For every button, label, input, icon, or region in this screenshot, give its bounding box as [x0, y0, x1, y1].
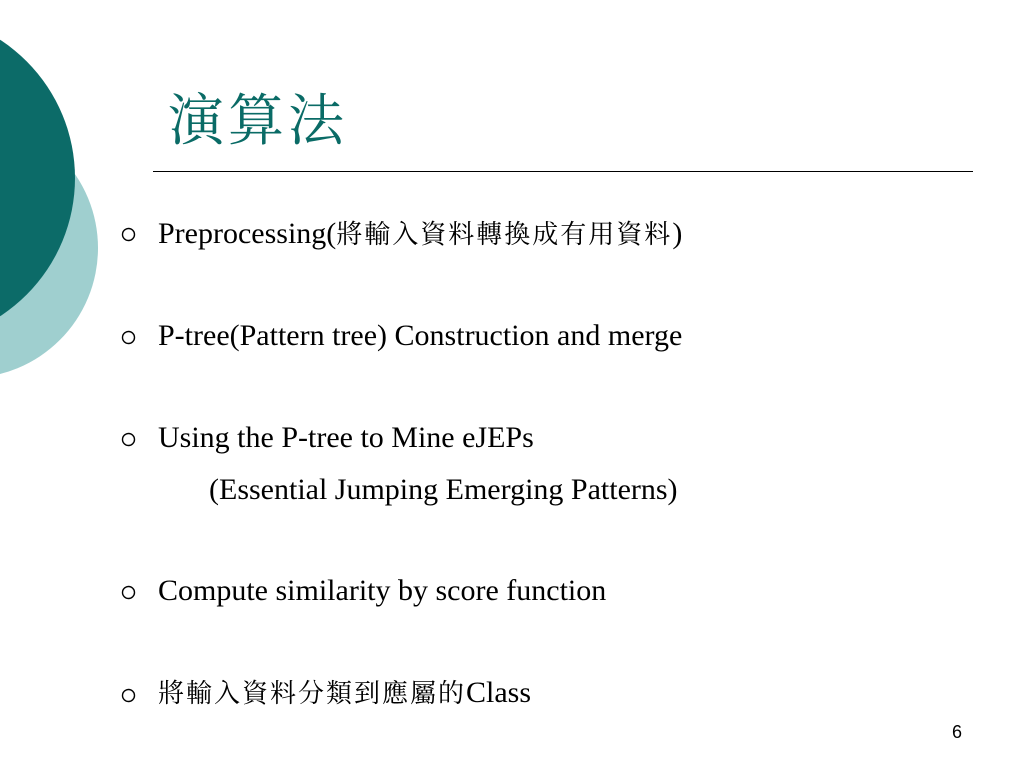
- bullet-circle-icon: [121, 688, 136, 703]
- bullet-classify: [158, 675, 531, 712]
- bullet-ptree-construction: P-tree(Pattern tree) Construction and merge: [158, 319, 683, 352]
- bullet-circle-icon: [121, 227, 136, 242]
- bullet-circle-icon: [121, 432, 136, 447]
- title-divider: [153, 171, 973, 172]
- bullet-preprocessing: [158, 216, 682, 253]
- bullet-circle-icon: [121, 585, 136, 600]
- bullet-text: Preprocessing(: [158, 217, 337, 250]
- bullet-mine-ejeps-continuation: (Essential Jumping Emerging Patterns): [209, 473, 678, 506]
- bullet-text: ): [672, 217, 683, 250]
- bullet-text-cjk: 將輸入資料轉換成有用資料: [336, 220, 673, 250]
- slide-title: 演算法: [168, 89, 348, 154]
- bullet-text: Class: [466, 676, 532, 709]
- bullet-compute-similarity: Compute similarity by score function: [158, 574, 607, 607]
- decorative-circles: [0, 0, 110, 400]
- page-number: 6: [952, 722, 963, 742]
- bullet-circle-icon: [121, 330, 136, 345]
- bullet-text-cjk: 將輸入資料分類到應屬的: [158, 679, 467, 709]
- bullet-mine-ejeps: Using the P-tree to Mine eJEPs: [158, 421, 534, 454]
